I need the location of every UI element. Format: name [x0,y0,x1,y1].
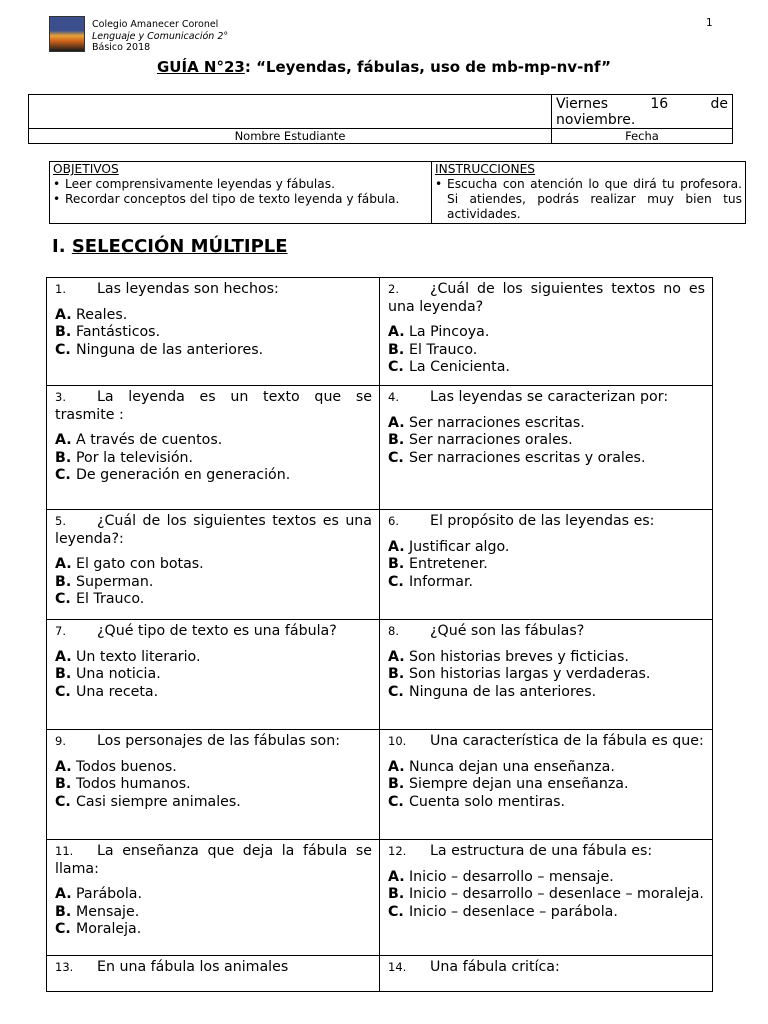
option-text: De generación en generación. [76,467,291,483]
option-text: Ninguna de las anteriores. [409,683,597,700]
option-text: Siempre dejan una enseñanza. [409,776,629,792]
option-letter: A. [388,324,405,340]
answer-option[interactable] [388,886,705,904]
student-name-field[interactable] [29,95,552,129]
option-text: Mensaje. [76,903,140,920]
section-title: SELECCIÓN MÚLTIPLE [71,236,288,257]
school-logo [49,16,85,52]
option-letter: B. [55,324,72,340]
question-number: 1. [55,282,66,296]
answer-option[interactable] [388,574,705,592]
guide-topic: : “Leyendas, fábulas, uso de mb-mp-nv-nf” [244,58,611,76]
objectives-list [53,177,428,207]
option-letter: C. [388,683,404,700]
option-text: La Cenicienta. [409,359,510,375]
question-prompt: En una fábula los animales [97,959,289,975]
answer-option[interactable] [388,776,705,794]
question-text [55,843,372,878]
option-text: Inicio – desarrollo – mensaje. [409,868,614,885]
answer-option[interactable] [388,869,705,887]
question-row [47,386,713,510]
option-letter: B. [388,556,405,572]
answer-option[interactable] [388,684,705,702]
question-text [55,281,372,299]
objectives-cell [50,162,432,224]
option-letter: A. [388,538,405,555]
question-cell [380,620,713,730]
question-text [388,959,705,977]
question-text [388,513,705,531]
option-letter: B. [55,776,72,792]
instructions-cell [432,162,746,224]
answer-option[interactable] [388,415,705,433]
option-text: Fantásticos. [76,324,161,340]
answer-option[interactable] [388,324,705,342]
question-prompt: ¿Cuál de los siguientes textos no es una leyenda? [388,281,705,315]
answer-option[interactable] [388,794,705,812]
option-letter: C. [388,903,404,920]
objectives-heading: OBJETIVOS [53,162,119,176]
question-text [55,733,372,751]
question-text [388,733,705,751]
question-row [47,620,713,730]
option-text: Una receta. [76,683,159,700]
option-text: Todos buenos. [76,758,177,775]
question-cell [47,730,380,840]
option-text: El Trauco. [409,341,478,358]
question-row [47,730,713,840]
question-prompt: Las leyendas se caracterizan por: [430,389,669,405]
option-text: Por la televisión. [76,449,194,466]
guide-number: GUÍA N°23 [157,58,245,76]
answer-option[interactable] [55,649,372,667]
option-letter: A. [55,556,72,572]
option-text: Inicio – desarrollo – desenlace – moraleja. [409,886,704,902]
question-number: 14. [388,960,407,974]
page-number: 1 [706,17,713,29]
option-letter: A. [388,758,405,775]
option-text: Todos humanos. [76,776,191,792]
option-letter: A. [55,648,72,665]
question-cell [380,730,713,840]
option-text: Inicio – desenlace – parábola. [409,903,618,920]
question-row [47,840,713,956]
question-text [55,959,372,977]
option-text: El gato con botas. [76,556,204,572]
option-letter: A. [55,306,72,323]
question-cell [47,956,380,992]
question-number: 4. [388,390,399,404]
answer-option[interactable] [388,904,705,922]
student-info-table [28,94,733,144]
page-title [0,58,768,76]
question-text [388,389,705,407]
option-letter: C. [55,467,71,483]
answer-option[interactable] [388,556,705,574]
answer-option[interactable] [55,921,372,939]
question-prompt: El propósito de las leyendas es: [430,513,655,529]
question-prompt: ¿Cuál de los siguientes textos es una leyenda?: [55,513,372,547]
subject-name: Lenguaje y Comunicación 2° [92,30,229,42]
question-prompt: Una característica de la fábula es que: [430,733,704,749]
question-cell [47,386,380,510]
question-text [388,843,705,861]
option-letter: A. [388,414,405,431]
question-prompt: Una fábula critíca: [430,959,560,975]
option-text: Ninguna de las anteriores. [76,341,264,358]
question-cell [380,840,713,956]
grade-level: Básico 2018 [92,42,151,53]
option-letter: A. [55,758,72,775]
answer-option[interactable] [55,666,372,684]
option-text: Cuenta solo mentiras. [409,793,566,810]
answer-option[interactable] [55,432,372,450]
option-text: Ser narraciones escritas y orales. [409,449,646,466]
option-letter: C. [55,921,71,937]
question-number: 9. [55,734,66,748]
question-number: 10. [388,734,407,748]
question-number: 12. [388,844,407,858]
option-letter: C. [388,359,404,375]
option-letter: C. [388,793,404,810]
option-letter: B. [388,341,405,358]
answer-option[interactable] [55,904,372,922]
option-letter: C. [55,591,71,607]
option-letter: A. [388,868,405,885]
option-text: Ser narraciones escritas. [409,414,585,431]
answer-option[interactable] [388,759,705,777]
instruction-item: • Escucha con atención lo que dirá tu profesora. Si atiendes, podrás realizar muy bien tus actividades. [435,177,742,222]
question-prompt: ¿Qué son las fábulas? [430,623,585,639]
question-cell [47,278,380,386]
question-row [47,956,713,992]
student-name-label: Nombre Estudiante [29,129,552,144]
answer-option[interactable] [388,450,705,468]
answer-option[interactable] [55,776,372,794]
option-text: La Pincoya. [409,324,490,340]
option-text: Son historias breves y ficticias. [409,648,629,665]
question-prompt: La leyenda es un texto que se trasmite : [55,389,372,423]
answer-option[interactable] [388,342,705,360]
answer-option[interactable] [55,324,372,342]
option-letter: C. [55,683,71,700]
answer-option[interactable] [55,574,372,592]
answer-option[interactable] [55,591,372,609]
option-letter: B. [55,449,72,466]
answer-option[interactable] [388,649,705,667]
answer-option[interactable] [388,432,705,450]
date-value: Viernes 16 de noviembre. [552,95,733,129]
option-text: Moraleja. [76,921,142,937]
question-prompt: Los personajes de las fábulas son: [97,733,340,749]
answer-option[interactable] [55,467,372,485]
answer-option[interactable] [55,450,372,468]
option-letter: B. [55,666,72,682]
option-letter: B. [388,776,405,792]
option-text: Nunca dejan una enseñanza. [409,758,615,775]
option-text: Una noticia. [76,666,161,682]
option-text: Justificar algo. [409,538,510,555]
question-prompt: La estructura de una fábula es: [430,843,653,859]
answer-option[interactable] [55,307,372,325]
option-text: Entretener. [409,556,488,572]
school-name: Colegio Amanecer Coronel [92,19,219,30]
option-letter: B. [388,666,405,682]
question-cell [380,278,713,386]
question-prompt: ¿Qué tipo de texto es una fábula? [97,623,337,639]
question-number: 11. [55,844,74,858]
option-text: Ser narraciones orales. [409,432,573,448]
school-header [92,19,228,54]
objective-item: • Recordar conceptos del tipo de texto leyenda y fábula. [53,192,428,207]
option-letter: C. [388,573,404,590]
answer-option[interactable] [55,342,372,360]
objective-item: • Leer comprensivamente leyendas y fábulas. [53,177,428,192]
question-cell [380,956,713,992]
option-letter: B. [55,573,72,590]
option-letter: A. [388,648,405,665]
question-number: 7. [55,624,66,638]
option-letter: A. [55,886,72,902]
objectives-table [49,161,746,224]
answer-option[interactable] [55,759,372,777]
answer-option[interactable] [55,556,372,574]
question-text [55,389,372,424]
question-prompt: La enseñanza que deja la fábula se llama: [55,843,372,877]
option-text: Casi siempre animales. [76,793,241,810]
question-number: 8. [388,624,399,638]
option-letter: C. [388,449,404,466]
option-letter: B. [388,886,405,902]
option-letter: B. [55,903,72,920]
answer-option[interactable] [388,359,705,377]
question-text [388,623,705,641]
answer-option[interactable] [388,539,705,557]
question-row [47,510,713,620]
question-cell [47,510,380,620]
option-letter: C. [55,341,71,358]
question-number: 3. [55,390,66,404]
section-number: I. [52,236,66,257]
question-text [388,281,705,316]
date-label: Fecha [552,129,733,144]
questions-table [46,277,713,992]
option-text: Informar. [409,573,473,590]
option-text: Un texto literario. [76,648,201,665]
question-number: 2. [388,282,399,296]
option-text: El Trauco. [76,591,145,607]
question-text [55,623,372,641]
question-cell [380,510,713,620]
question-cell [47,840,380,956]
question-number: 5. [55,514,66,528]
question-cell [47,620,380,730]
option-text: A través de cuentos. [76,432,223,448]
option-letter: A. [55,432,72,448]
question-text [55,513,372,548]
option-text: Son historias largas y verdaderas. [409,666,651,682]
option-text: Reales. [76,306,128,323]
instructions-heading: INSTRUCCIONES [435,162,536,176]
answer-option[interactable] [55,886,372,904]
question-row [47,278,713,386]
section-heading [52,236,288,257]
instructions-list [435,177,742,222]
question-cell [380,386,713,510]
question-prompt: Las leyendas son hechos: [97,281,279,297]
answer-option[interactable] [55,794,372,812]
answer-option[interactable] [55,684,372,702]
answer-option[interactable] [388,666,705,684]
option-text: Parábola. [76,886,142,902]
option-letter: C. [55,793,71,810]
question-number: 13. [55,960,74,974]
question-number: 6. [388,514,399,528]
option-letter: B. [388,432,405,448]
option-text: Superman. [76,573,154,590]
